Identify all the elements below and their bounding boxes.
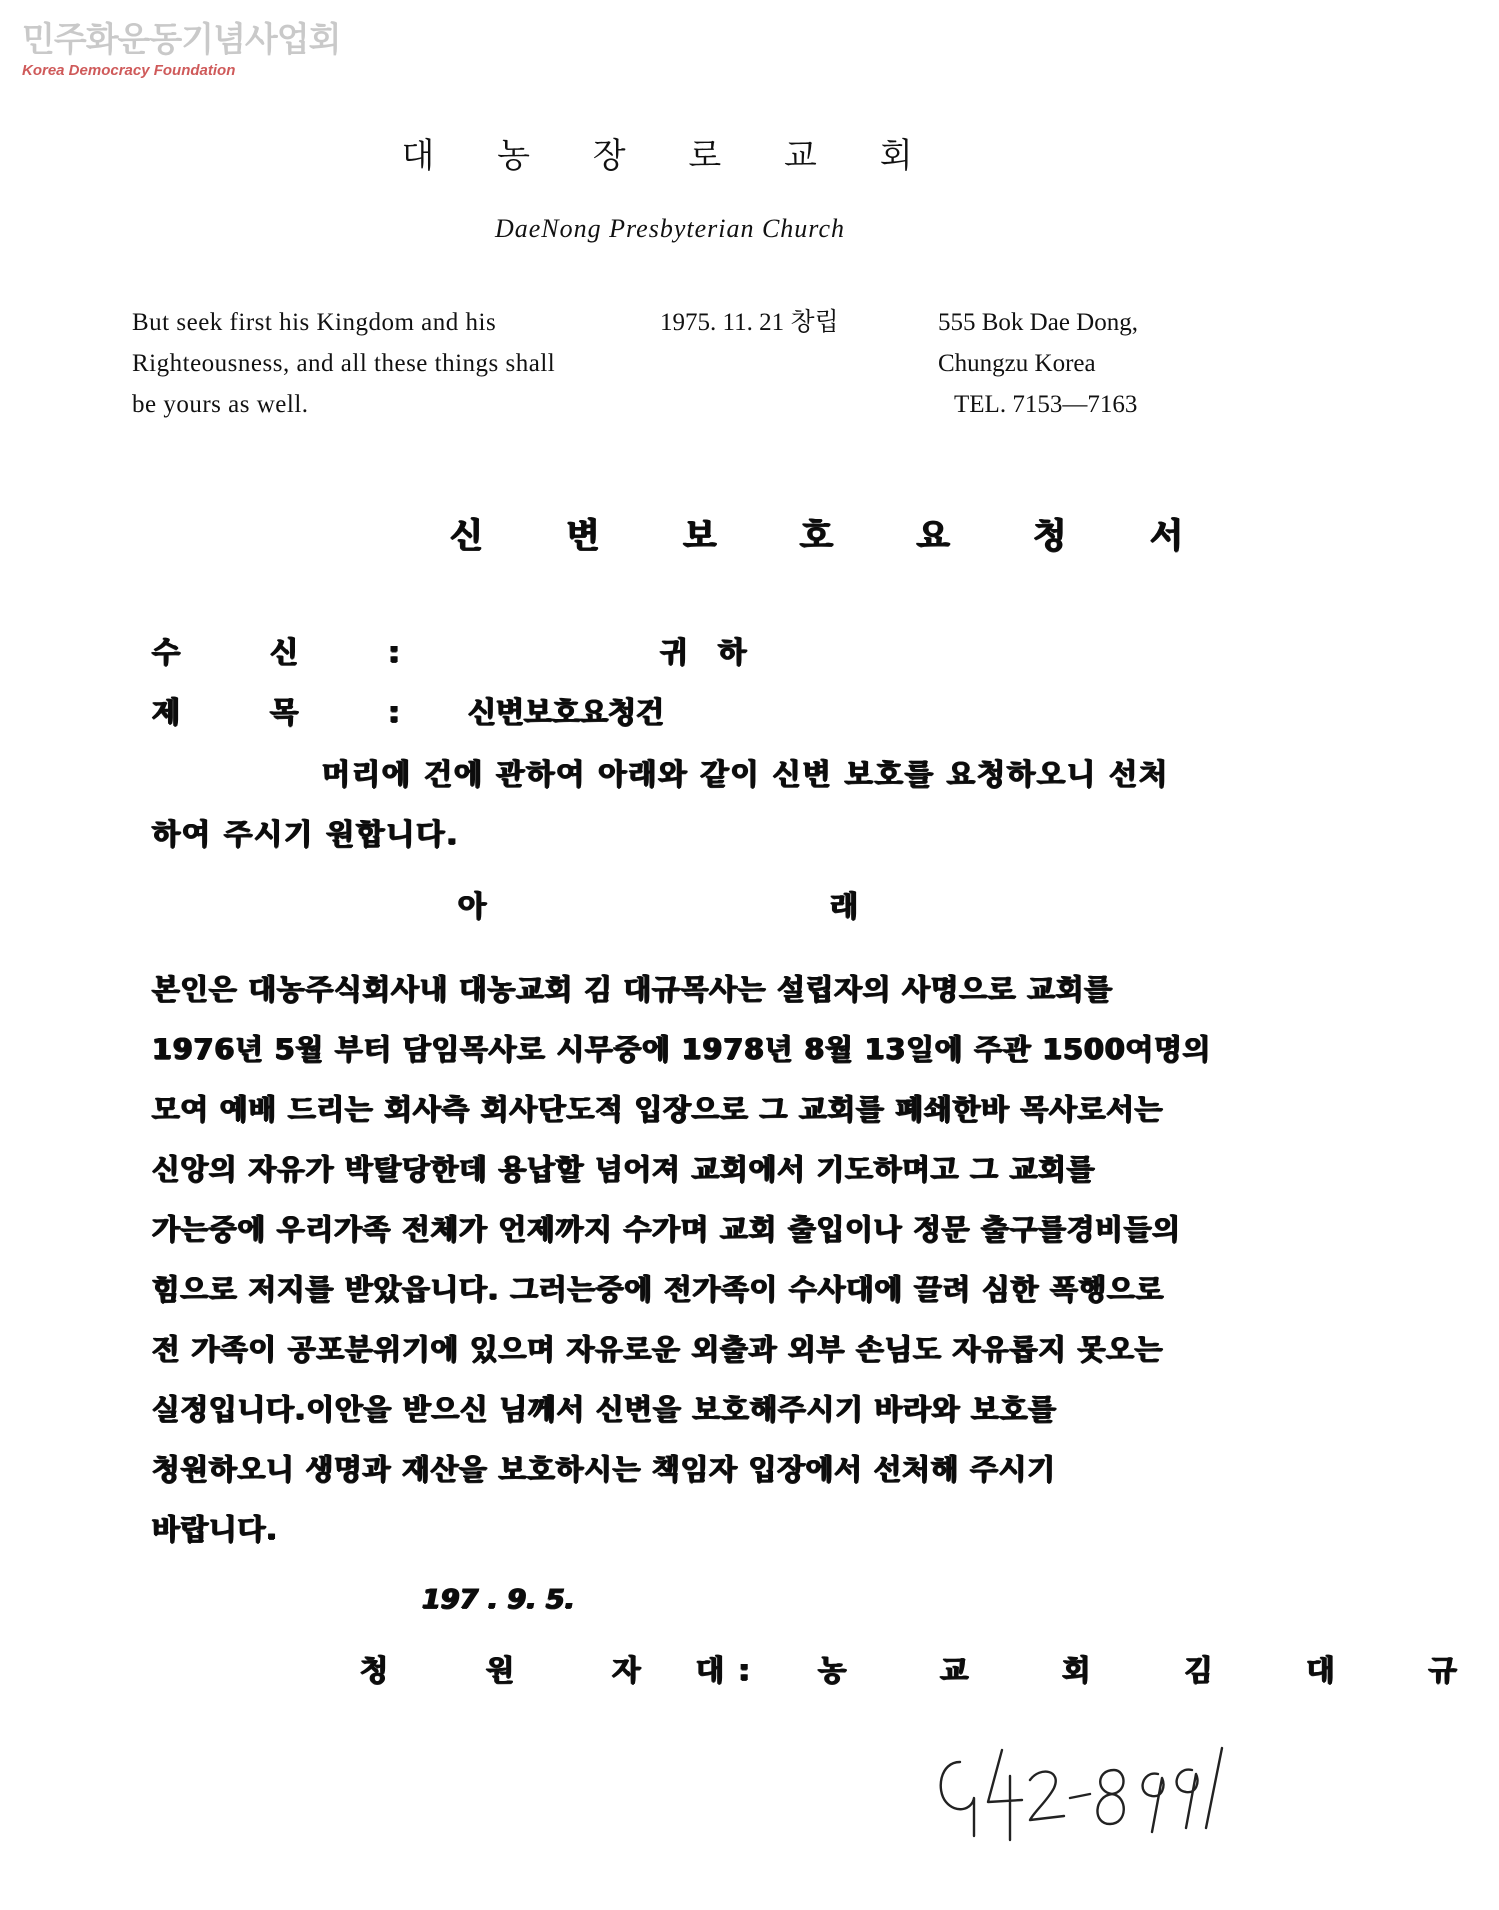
recipient-label: 수 신 : [152, 635, 440, 669]
motto-line: be yours as well. [132, 391, 309, 418]
letter-body [152, 960, 1302, 1560]
intro-line: 하여 주시기 원합니다. [152, 817, 460, 851]
body-line: 신앙의 자유가 박탈당한데 용납할 넘어져 교회에서 기도하며고 그 교회를 [152, 1153, 1096, 1186]
below-heading-left: 아 [458, 889, 487, 923]
church-address [938, 302, 1138, 425]
body-line: 본인은 대농주식회사내 대농교회 김 대규목사는 설립자의 사명으로 교회를 [152, 973, 1113, 1006]
body-line: 청원하오니 생명과 재산을 보호하시는 책임자 입장에서 선처해 주시기 [152, 1453, 1056, 1486]
petitioner-label: 청 원 자 : [360, 1653, 794, 1687]
body-line: 모여 예배 드리는 회사측 회사단도적 입장으로 그 교회를 폐쇄한바 목사로서는 [152, 1093, 1164, 1126]
body-line: 1976년 5월 부터 담임목사로 시무중에 1978년 8월 13일에 주관 1500여명의 [152, 1033, 1212, 1066]
motto-line: Righteousness, and all these things shall [132, 350, 556, 377]
petitioner-field [360, 1648, 1499, 1689]
handwritten-number-text: G42-8991 [930, 1740, 935, 1741]
address-line: 555 Bok Dae Dong, [938, 309, 1138, 336]
motto [132, 302, 555, 425]
body-line: 실정입니다.이안을 받으신 님께서 신변을 보호해주시기 바라와 보호를 [152, 1393, 1057, 1426]
subject-field [152, 690, 664, 731]
letter-date: 197 . 9. 5. [422, 1584, 575, 1615]
body-line: 힘으로 저지를 받았읍니다. 그러는중에 전가족이 수사대에 끌려 심한 폭행으로 [152, 1273, 1165, 1306]
body-line: 가는중에 우리가족 전체가 언제까지 수가며 교회 출입이나 정문 출구를경비들의 [152, 1213, 1181, 1246]
intro-line: 머리에 건에 관하여 아래와 같이 신변 보호를 요청하오니 선처 [322, 757, 1170, 791]
subject-value: 신변보호요청건 [467, 695, 665, 729]
church-name-english: DaeNong Presbyterian Church [494, 214, 846, 243]
document-title: 신 변 보 호 요 청 서 [450, 516, 1219, 556]
watermark-english: Korea Democracy Foundation [22, 62, 236, 79]
motto-line: But seek first his Kingdom and his [132, 309, 497, 336]
watermark-korean: 민주화운동기념사업회 [22, 20, 341, 60]
body-line: 전 가족이 공포분위기에 있으며 자유로운 외출과 외부 손님도 자유롭지 못오는 [152, 1333, 1164, 1366]
founded-date: 1975. 11. 21 창립 [660, 309, 839, 336]
petitioner-name: 대 농 교 회 김 대 규 [696, 1653, 1499, 1687]
subject-label: 제 목 : [152, 695, 440, 729]
watermark [22, 20, 340, 79]
recipient-field [152, 630, 757, 671]
church-name-korean: 대 농 장 로 교 회 [401, 136, 939, 176]
recipient-value: 귀 하 [660, 635, 757, 669]
telephone: TEL. 7153—7163 [954, 391, 1138, 418]
address-line: Chungzu Korea [938, 350, 1096, 377]
below-heading-right: 래 [830, 889, 859, 923]
body-line: 바랍니다. [152, 1513, 278, 1546]
handwritten-archive-number [930, 1740, 1230, 1850]
